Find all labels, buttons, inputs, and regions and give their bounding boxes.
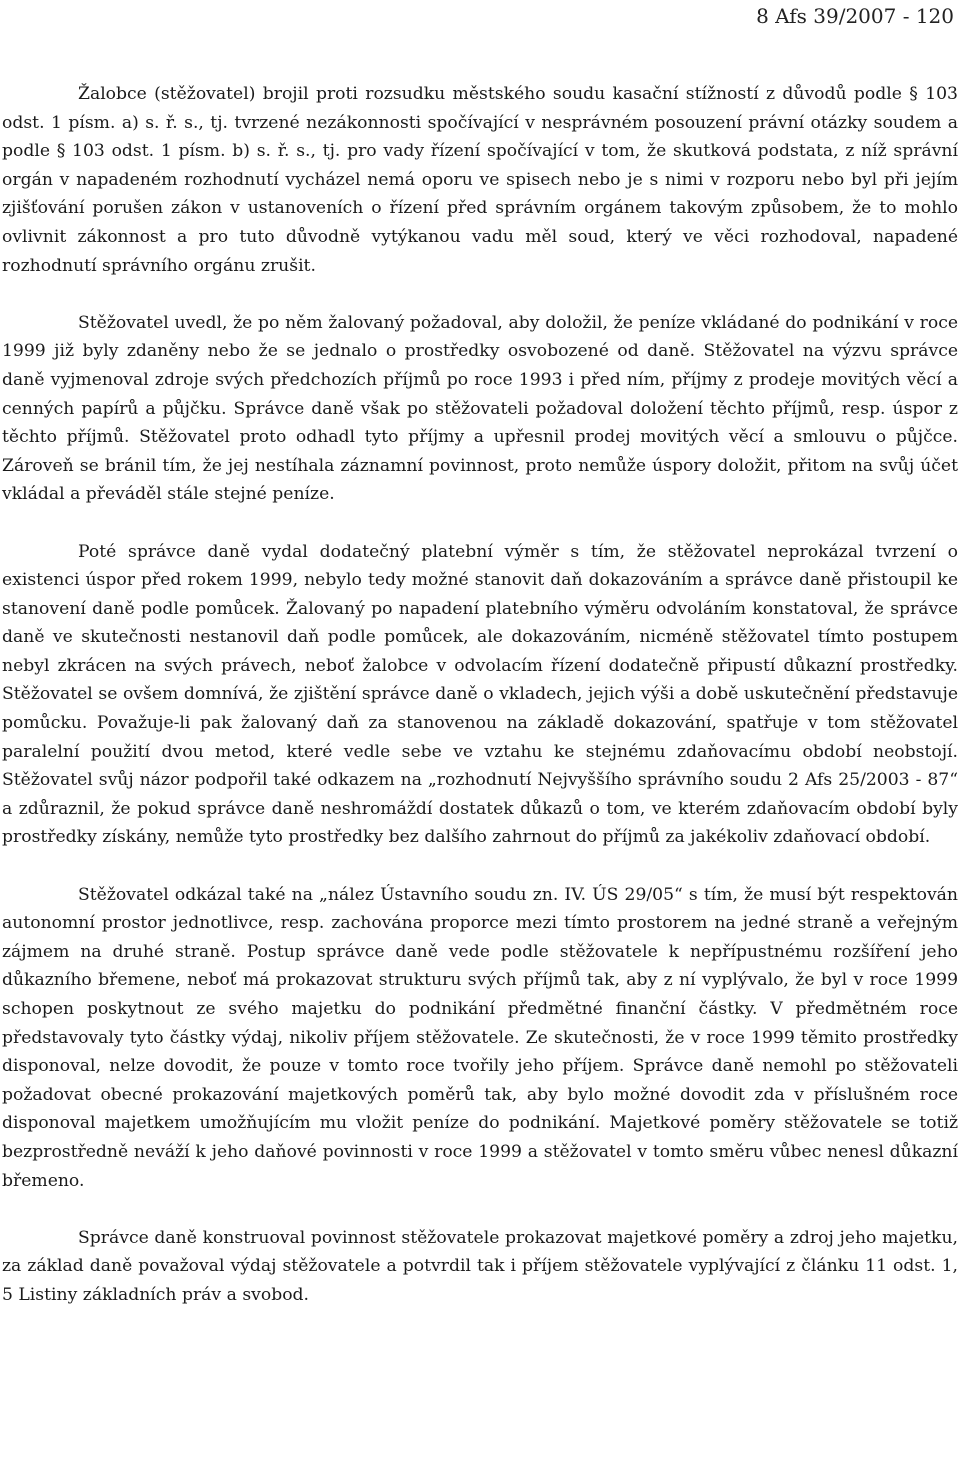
paragraph-cassation-grounds: Žalobce (stěžovatel) brojil proti rozsudku městského soudu kasační stížností z důvodů podle § 103 odst. 1 písm. a) s. ř. s., tj. tvrzené nezákonnosti spočívající v nesprávném posouzení právní otázky soudem a podle § 103 odst. 1 písm. b) s. ř. s., tj. pro vady řízení spočívající v tom, že skutková podstata, z níž správní orgán v napadeném rozhodnutí vycházel nemá oporu ve spisech nebo je s nimi v rozporu nebo byl při jejím zjišťování porušen zákon v ustanoveních o řízení před správním orgánem takovým způsobem, že to mohlo ovlivnit zákonnost a pro tuto důvodně vytýkanou vadu měl soud, který ve věci rozhodoval, napadené rozhodnutí správního orgánu zrušit.	[2, 84, 958, 276]
document-body	[2, 80, 958, 1310]
case-number-header: 8 Afs 39/2007 - 120	[756, 4, 954, 28]
paragraph-burden-of-proof: Správce daně konstruoval povinnost stěžovatele prokazovat majetkové poměry a zdroj jeho majetku, za základ daně považoval výdaj stěžovatele a potvrdil tak i příjem stěžovatele vyplývající z článku 11 odst. 1, 5 Listiny základních práv a svobod.	[2, 1227, 958, 1305]
paragraph-constitutional-court: Stěžovatel odkázal také na „nález Ústavního soudu zn. IV. ÚS 29/05“ s tím, že musí být respektován autonomní prostor jednotlivce, resp. zachována proporce mezi tímto prostorem na jedné straně a veřejným zájmem na druhé straně. Postup správce daně vede podle stěžovatele k nepřípustnému rozšíření jeho důkazního břemene, neboť má prokazovat strukturu svých příjmů tak, aby z ní vyplývalo, že byl v roce 1999 schopen poskytnout ze svého majetku do podnikání předmětné finanční částky. V předmětném roce představovaly tyto částky výdaj, nikoliv příjem stěžovatele. Ze skutečnosti, že v roce 1999 těmito prostředky disponoval, nelze dovodit, že pouze v tomto roce tvořily jeho příjem. Správce daně nemohl po stěžovateli požadovat obecné prokazování majetkových poměrů tak, aby bylo možné dovodit zda v příslušném roce disponoval majetkem umožňujícím mu vložit peníze do podnikání. Majetkové poměry stěžovatele se totiž bezprostředně neváží k jeho daňové povinnosti v roce 1999 a stěžovatel v tomto směru vůbec nenesl důkazní břemeno.	[2, 884, 958, 1191]
paragraph-tax-assessment: Poté správce daně vydal dodatečný platební výměr s tím, že stěžovatel neprokázal tvrzení o existenci úspor před rokem 1999, nebylo tedy možné stanovit daň dokazováním a správce daně přistoupil ke stanovení daně podle pomůcek. Žalovaný po napadení platebního výměru odvoláním konstatoval, že správce daně ve skutečnosti nestanovil daň podle pomůcek, ale dokazováním, nicméně stěžovatel tímto postupem nebyl zkrácen na svých právech, neboť žalobce v odvolacím řízení dodatečně připustí důkazní prostředky. Stěžovatel se ovšem domnívá, že zjištění správce daně o vkladech, jejich výši a době uskutečnění představuje pomůcku. Považuje-li pak žalovaný daň za stanovenou na základě dokazování, spatřuje v tom stěžovatel paralelní použití dvou metod, které vedle sebe ve vztahu ke stejnému zdaňovacímu období neobstojí. Stěžovatel svůj názor podpořil také odkazem na „rozhodnutí Nejvyššího správního soudu 2 Afs 25/2003 - 87“ a zdůraznil, že pokud správce daně neshromáždí dostatek důkazů o tom, ve kterém zdaňovacím období byly prostředky získány, nemůže tyto prostředky bez dalšího zahrnout do příjmů za jakékoliv zdaňovací období.	[2, 541, 958, 848]
paragraph-proof-of-income: Stěžovatel uvedl, že po něm žalovaný požadoval, aby doložil, že peníze vkládané do podnikání v roce 1999 již byly zdaněny nebo že se jednalo o prostředky osvobozené od daně. Stěžovatel na výzvu správce daně vyjmenoval zdroje svých předchozích příjmů po roce 1993 i před ním, příjmy z prodeje movitých věcí a cenných papírů a půjčku. Správce daně však po stěžovateli požadoval doložení těchto příjmů, resp. úspor z těchto příjmů. Stěžovatel proto odhadl tyto příjmy a upřesnil prodej movitých věcí a smlouvu o půjčce. Zároveň se bránil tím, že jej nestíhala záznamní povinnost, proto nemůže úspory doložit, přitom na svůj účet vkládal a převáděl stále stejné peníze.	[2, 312, 958, 505]
